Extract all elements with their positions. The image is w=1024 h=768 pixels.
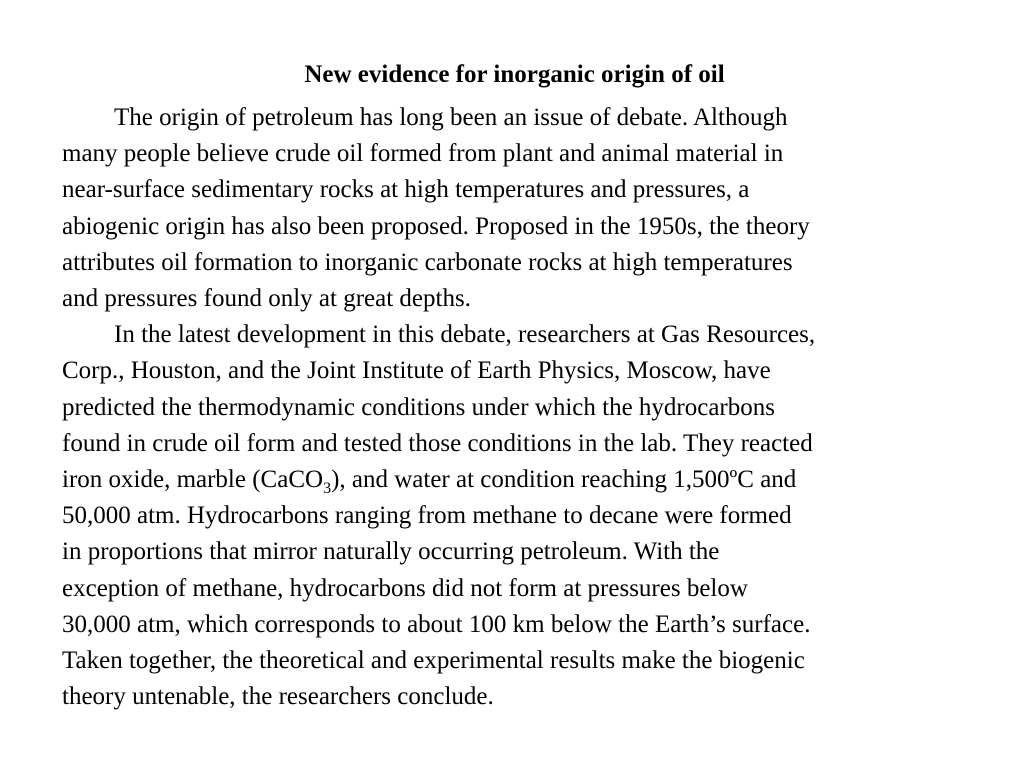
paragraph-1 <box>62 100 967 317</box>
paragraph-2-line: 50,000 atm. Hydrocarbons ranging from methane to decane were formed <box>62 502 792 530</box>
formula-line <box>62 462 967 498</box>
formula-suffix: ), and water at condition reaching 1,500ºC and <box>331 466 797 494</box>
document-title: New evidence for inorganic origin of oil <box>304 61 725 88</box>
paragraph-1-line: many people believe crude oil formed from plant and animal material in <box>62 140 784 168</box>
paragraph-2-line: found in crude oil form and tested those conditions in the lab. They reacted <box>62 429 813 457</box>
paragraph-1-line: The origin of petroleum has long been an issue of debate. Although <box>114 104 788 131</box>
paragraph-1-line: and pressures found only at great depths. <box>62 285 471 313</box>
formula-prefix: iron oxide, marble (CaCO <box>62 466 324 494</box>
paragraph-2-line: theory untenable, the researchers conclude. <box>62 683 494 711</box>
paragraph-2-line: Corp., Houston, and the Joint Institute of Earth Physics, Moscow, have <box>62 357 771 385</box>
paragraph-1-line: near-surface sedimentary rocks at high temperatures and pressures, a <box>62 176 750 204</box>
document-page <box>62 58 967 715</box>
paragraph-2-line: predicted the thermodynamic conditions under which the hydrocarbons <box>62 393 775 421</box>
paragraph-2-line: In the latest development in this debate, researchers at Gas Resources, <box>114 321 816 349</box>
paragraph-2-line: Taken together, the theoretical and experimental results make the biogenic <box>62 647 805 675</box>
paragraph-1-line: abiogenic origin has also been proposed. Proposed in the 1950s, the theory <box>62 212 810 240</box>
formula-subscript: 3 <box>323 480 332 498</box>
paragraph-2 <box>62 317 967 715</box>
paragraph-1-line: attributes oil formation to inorganic carbonate rocks at high temperatures <box>62 248 793 276</box>
paragraph-2-line: in proportions that mirror naturally occurring petroleum. With the <box>62 538 720 566</box>
paragraph-2-line: 30,000 atm, which corresponds to about 100 km below the Earth’s surface. <box>62 610 811 638</box>
paragraph-2-line: exception of methane, hydrocarbons did not form at pressures below <box>62 574 748 602</box>
